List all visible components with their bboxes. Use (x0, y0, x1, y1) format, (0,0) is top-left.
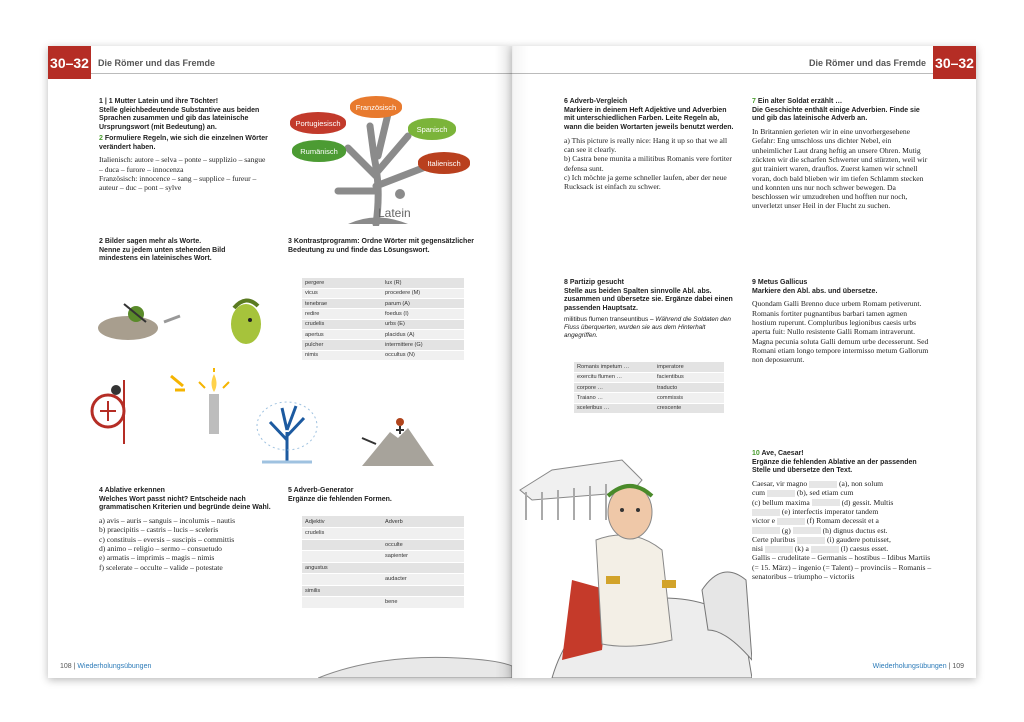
roman-soldier-icon (88, 376, 138, 446)
table-row: pulcher intermittere (G) (302, 340, 464, 350)
exercise-8: 8 Partizip gesucht Stelle aus beiden Spalten sinnvolle Abl. abs. zusammen und übersetze sie. Ergänze dabei einen passenden Hauptsatz. militibus flumen transeuntibus – Während die Soldaten den Fluss überquerten, wurden sie aus dem Hinterhalt angegriffen. (564, 279, 733, 339)
winter-tree-icon (252, 396, 322, 466)
right-page (512, 46, 976, 678)
header-rule (91, 73, 512, 74)
chapter-title-right: Die Römer und das Fremde (808, 58, 926, 68)
table-row: Traiano … commissis (574, 393, 724, 403)
table-row: similis (302, 585, 464, 597)
blank-b[interactable] (767, 490, 795, 497)
participle-table (574, 362, 724, 414)
horse-illustration-icon (318, 636, 512, 678)
left-page (48, 46, 512, 678)
chapter-badge: 30–32 (48, 46, 91, 79)
green-face-icon (226, 294, 266, 354)
blank-g[interactable] (752, 527, 780, 534)
left-footer: 108 | Wiederholungsübungen (60, 663, 152, 670)
table-row: audacter (302, 574, 464, 586)
right-footer: Wiederholungsübungen | 109 (872, 663, 964, 670)
table-row: crudelis urbs (E) (302, 319, 464, 329)
swamp-soldier-icon (96, 294, 186, 344)
blank-h[interactable] (793, 527, 821, 534)
leaf-romanian: Rumänisch (292, 140, 346, 162)
blank-d[interactable] (812, 499, 840, 506)
adverb-table (302, 516, 464, 609)
leaf-italian: Italienisch (418, 152, 470, 174)
table-row: sceleribus … crescente (574, 403, 724, 413)
table-row: nimis occultus (N) (302, 350, 464, 360)
header-rule-right (512, 73, 933, 74)
blank-e[interactable] (752, 509, 780, 516)
table-row: vicus procedere (M) (302, 288, 464, 298)
exercise-6: 6 Adverb-Vergleich Markiere in deinem Heft Adjektive und Adverbien mit unterschiedlichen Farben. Leite Regeln ab, wann die beiden Wortarten jeweils benutzt werden. a) This picture is really nice: Hang it up so that we all can see it clearly. b) Castra bene munita a militibus Romanis vere fortiter defensa sunt. c) Ich möchte ja gerne schneller laufen, aber der neue Rucksack ist einfach zu schwer. (564, 98, 734, 192)
exercise-4: 4 Ablative erkennen Welches Wort passt nicht? Entscheide nach grammatischen Kriterien und begründe deine Wahl. a) avis – auris – sanguis – incolumis – nautis b) praecipitis – castris – lucis – sceleris c) constituis – eversis – suscipis – committis d) animo – religio – sermo – consuetudo e) armatis – imprimis – magis – nimis f) scelerate – occulte – valide – potestate (99, 487, 271, 572)
blank-k[interactable] (765, 546, 793, 553)
chapter-title: Die Römer und das Fremde (98, 58, 216, 68)
blank-f[interactable] (777, 518, 805, 525)
table-row: Romanis impetum … imperatore (574, 362, 724, 372)
exercise-9: 9 Metus Gallicus Markiere den Abl. abs. und übersetze. Quondam Galli Brenno duce urbem Romam petiverunt. Romanis fortiter pugnantibus barbari tamen agmen hostium ruperunt. Compluribus legionibus caesis urbs aperta fuit: Nullo resistente Galli Romam intraverunt. Magna pecunia soluta Galli demum urbe decesserunt. Sed Romani etiam longo tempore intermisso metum Gallorum non deposuerunt. (752, 279, 929, 365)
table-row: corpore … traducto (574, 383, 724, 393)
exercise-1: 1 | 1 Mutter Latein und ihre Töchter! Stelle gleichbedeutende Substantive aus beiden Sprachen zusammen und gib das lateinische Ursprungswort (mit Bedeutung) an. 2 Formuliere Regeln, wie sich die einzelnen Wörter verändert haben. Italienisch: autore – selva – ponte – supplizio – sangue – duca – furore – innocenza Französisch: innocence – sang – supplice – fureur – auteur – duc – pont – sylve (99, 98, 268, 193)
leaf-french: Französisch (350, 96, 402, 118)
blank-l[interactable] (811, 546, 839, 553)
exercise-3: 3 Kontrastprogramm: Ordne Wörter mit gegensätzlicher Bedeutung zu und finde das Lösungswort. (288, 238, 474, 254)
table-row: tenebrae parum (A) (302, 299, 464, 309)
word-bank: Gallis – crudelitate – Germanis – hostibus – Idibus Martiis (= 15. März) – ingenio (= Talent) – provinciis – Romanis – senatoribus – triumpho – victoriis (752, 553, 932, 582)
table-row: exercitu flumen … facientibus (574, 372, 724, 382)
table-row: sapienter (302, 551, 464, 563)
exercise-7: 7 Ein alter Soldat erzählt … Die Geschichte enthält einige Adverbien. Finde sie und gib das lateinische Adverb an. In Britannien gerieten wir in eine unvorhergesehene Gefahr: Eng umschloss uns dichter Nebel, ein unheimlicher Laut drang heftig an unsere Ohren. Mutig zückten wir die scharfen Schwerter und stürzten, weil wir gut trainiert waren, drauflos. Zuerst kamen wir schnell voran, doch bald blieben wir im tiefen Schlamm stecken und konnten uns nur noch schwer bewegen. Da beschlossen wir umzudrehen und hofften nur noch, unverletzt unser Heil in der Flucht zu suchen. (752, 98, 928, 211)
contrast-table (302, 278, 464, 361)
blank-a[interactable] (809, 481, 837, 488)
leaf-portuguese: Portugiesisch (290, 112, 346, 134)
table-row: redire foedus (I) (302, 309, 464, 319)
table-row: crudelis (302, 528, 464, 540)
table-row: Adjektiv Adverb (302, 516, 464, 528)
blank-i[interactable] (797, 537, 825, 544)
leaf-spanish: Spanisch (408, 118, 456, 140)
table-row: angustus (302, 562, 464, 574)
exercise-10: 10 Ave, Caesar! Ergänze die fehlenden Ablative an der passenden Stelle und übersetze den Text. Caesar, vir magno (a), non solum cum (b), sed etiam cum (c) bellum maxima (d) gessit. Multis (e) interfectis imperator tandem victor e (f) Romam decessit et a (g) (h) dignus ductus est. Certe pluribus (i) gaudere potuisset, nisi (k) a (l) caesus esset. Gallis – crudelitate – Germanis – hostibus – Idibus Martiis (= 15. März) – ingenio (= Talent) – provinciis – Romanis – senatoribus – triumpho – victoriis (752, 450, 932, 582)
exercise-5: 5 Adverb-Generator Ergänze die fehlenden Formen. (288, 487, 392, 503)
mountain-climber-icon (356, 416, 438, 468)
exercise-2: 2 Bilder sagen mehr als Worte. Nenne zu jedem unten stehenden Bild mindestens ein lateinisches Wort. (99, 238, 226, 263)
table-row: occulte (302, 539, 464, 551)
tree-label: Latein (378, 206, 411, 220)
candle-light-icon (163, 368, 243, 438)
ablative-text: Caesar, vir magno (a), non solum cum (b), sed etiam cum (c) bellum maxima (d) gessit. Multis (e) interfectis imperator tandem victor e (f) Romam decessit et a (g) (h) dignus ductus est. Certe pluribus (i) gaudere potuisset, nisi (k) a (l) caesus esset. Gallis – crudelitate – Germanis – hostibus – Idibus Martiis (= 15. März) – ingenio (= Talent) – provinciis – Romanis – senatoribus – triumpho – victoriis (752, 479, 932, 582)
language-tree (288, 96, 488, 226)
table-row: pergere lux (R) (302, 278, 464, 288)
table-row: apertus placidus (A) (302, 329, 464, 339)
chapter-badge-right: 30–32 (933, 46, 976, 79)
caesar-horse-icon (512, 430, 752, 678)
table-row: bene (302, 597, 464, 609)
